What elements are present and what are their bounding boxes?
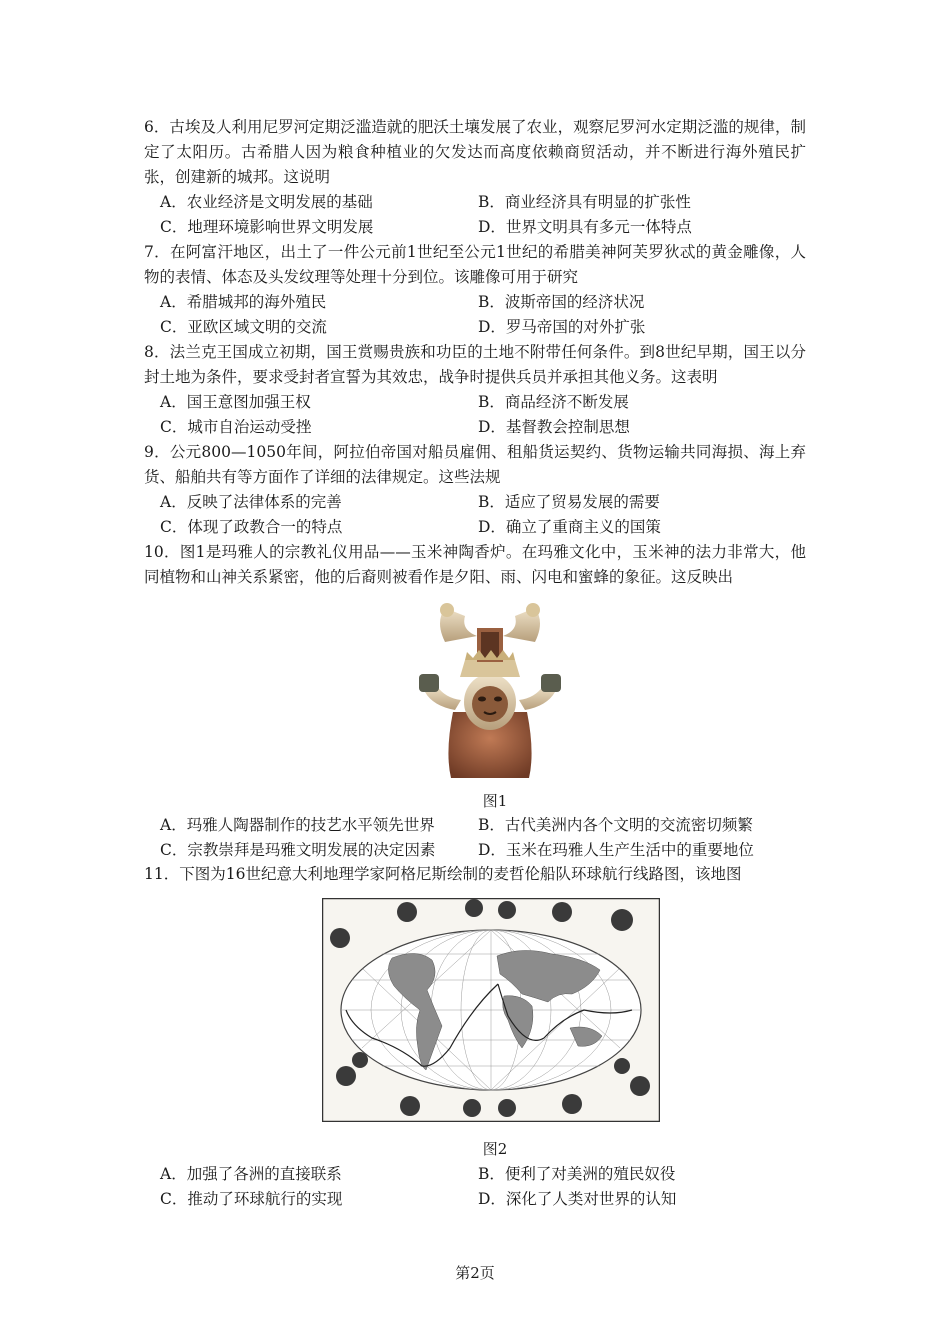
- question-6-option-a: A．农业经济是文明发展的基础: [160, 193, 373, 211]
- question-10-option-d: D．玉米在玛雅人生产生活中的重要地位: [478, 841, 754, 859]
- question-7-stem: 7．在阿富汗地区，出土了一件公元前1世纪至公元1世纪的希腊美神阿芙罗狄忒的黄金雕像，人物的表情、体态及头发纹理等处理十分到位。该雕像可用于研究: [144, 243, 806, 286]
- question-11-option-a: A．加强了各洲的直接联系: [160, 1165, 342, 1183]
- question-11-stem: 11．下图为16世纪意大利地理学家阿格尼斯绘制的麦哲伦船队环球航行线路图，该地图: [144, 865, 742, 883]
- question-8-option-b: B．商品经济不断发展: [478, 393, 629, 411]
- question-7-options: [160, 290, 800, 340]
- question-10-stem: 10．图1是玛雅人的宗教礼仪用品——玉米神陶香炉。在玛雅文化中，玉米神的法力非常大，他同植物和山神关系紧密，他的后裔则被看作是夕阳、雨、闪电和蜜蜂的象征。这反映出: [144, 543, 806, 586]
- magellan-voyage-map-image: [322, 898, 660, 1122]
- question-6-option-d: D．世界文明具有多元一体特点: [478, 218, 692, 236]
- page-number: 第2页: [455, 1264, 495, 1282]
- maize-god-incense-burner-image: [405, 602, 575, 780]
- question-7-option-d: D．罗马帝国的对外扩张: [478, 318, 646, 336]
- question-11-option-d: D．深化了人类对世界的认知: [478, 1190, 677, 1208]
- question-9-option-b: B．适应了贸易发展的需要: [478, 493, 660, 511]
- question-8-option-a: A．国王意图加强王权: [160, 393, 311, 411]
- question-6-option-b: B．商业经济具有明显的扩张性: [478, 193, 691, 211]
- question-10-option-c: C．宗教崇拜是玛雅文明发展的决定因素: [160, 841, 436, 859]
- question-10-option-b: B．古代美洲内各个文明的交流密切频繁: [478, 816, 753, 834]
- figure-2-caption: 图2: [482, 1140, 508, 1158]
- question-8-options: [160, 390, 800, 440]
- question-10-option-a: A．玛雅人陶器制作的技艺水平领先世界: [160, 816, 435, 834]
- question-7-option-a: A．希腊城邦的海外殖民: [160, 293, 327, 311]
- question-10-options: [160, 813, 800, 863]
- question-8-option-c: C．城市自治运动受挫: [160, 418, 312, 436]
- question-8-stem: 8．法兰克王国成立初期，国王赏赐贵族和功臣的土地不附带任何条件。到8世纪早期，国王以分封土地为条件，要求受封者宣誓为其效忠，战争时提供兵员并承担其他义务。这表明: [144, 343, 806, 386]
- question-11-option-b: B．便利了对美洲的殖民奴役: [478, 1165, 676, 1183]
- question-9-option-c: C．体现了政教合一的特点: [160, 518, 343, 536]
- question-11-option-c: C．推动了环球航行的实现: [160, 1190, 343, 1208]
- figure-1-caption: 图1: [482, 792, 508, 810]
- question-8-option-d: D．基督教会控制思想: [478, 418, 630, 436]
- question-6-options: [160, 190, 800, 240]
- question-6-stem: 6．古埃及人利用尼罗河定期泛滥造就的肥沃土壤发展了农业，观察尼罗河水定期泛滥的规律，制定了太阳历。古希腊人因为粮食种植业的欠发达而高度依赖商贸活动，并不断进行海外殖民扩张，创建新的城邦。这说明: [144, 118, 806, 186]
- question-6-option-c: C．地理环境影响世界文明发展: [160, 218, 374, 236]
- question-7-option-b: B．波斯帝国的经济状况: [478, 293, 645, 311]
- question-11-options: [160, 1162, 800, 1212]
- question-9-options: [160, 490, 800, 540]
- question-9-option-d: D．确立了重商主义的国策: [478, 518, 661, 536]
- question-7-option-c: C．亚欧区域文明的交流: [160, 318, 327, 336]
- question-9-option-a: A．反映了法律体系的完善: [160, 493, 342, 511]
- question-9-stem: 9．公元800—1050年间，阿拉伯帝国对船员雇佣、租船货运契约、货物运输共同海损、海上弃货、船舶共有等方面作了详细的法律规定。这些法规: [144, 443, 806, 486]
